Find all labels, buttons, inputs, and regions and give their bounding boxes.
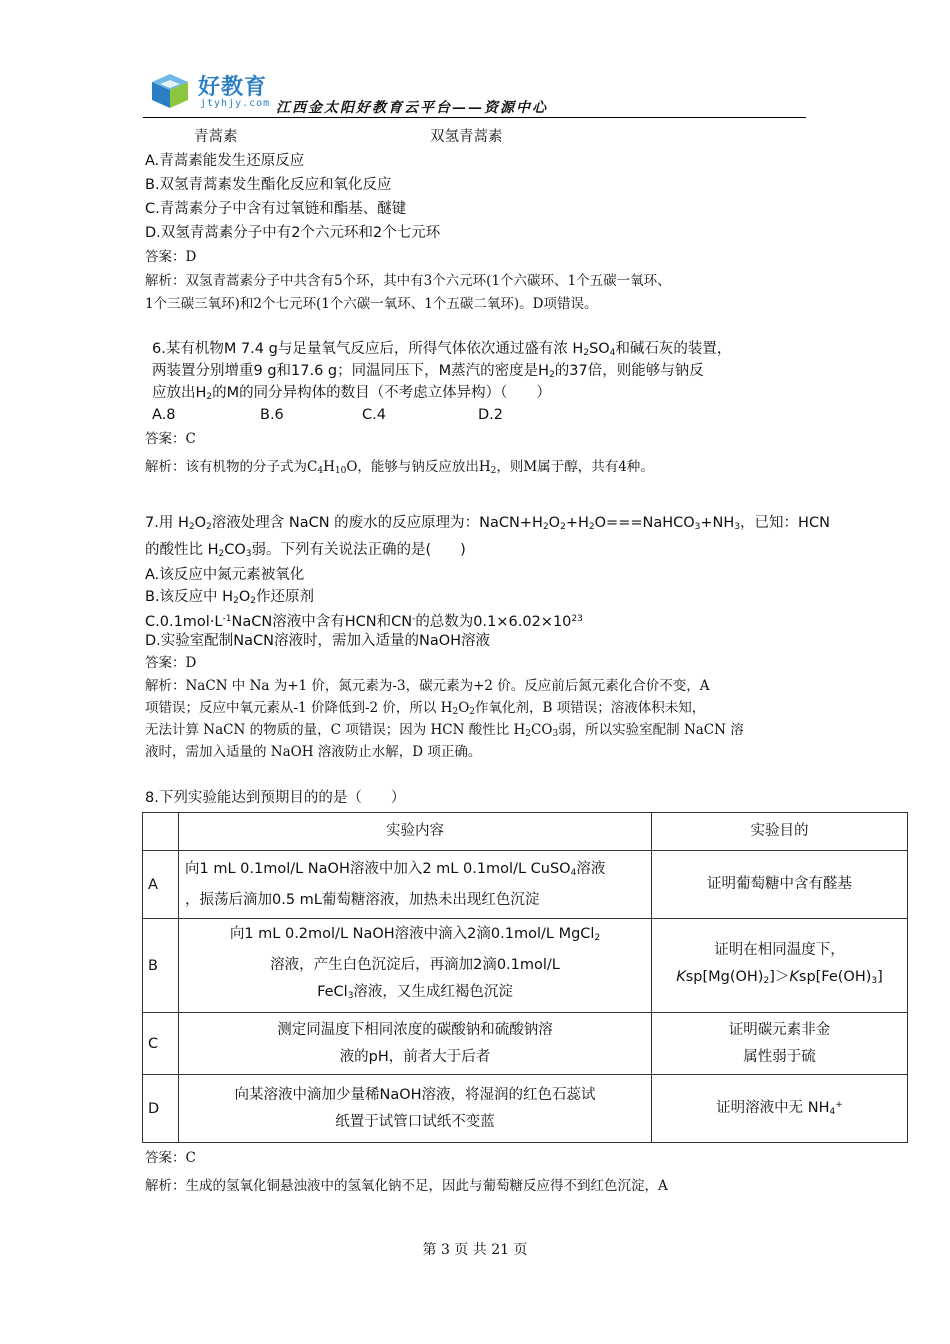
q5-option-a: A.青蒿素能发生还原反应 xyxy=(145,153,305,169)
q6-option-c: C.4 xyxy=(362,407,386,423)
table-row-d xyxy=(143,1075,908,1143)
table-row-a xyxy=(143,851,908,919)
q5-option-c: C.青蒿素分子中含有过氧链和酯基、醚键 xyxy=(145,201,407,217)
row-content: 向1 mL 0.1mol/L NaOH溶液中加入2 mL 0.1mol/L CuSO$_4$溶液 ，振荡后滴加0.5 mL葡萄糖溶液，加热未出现红色沉淀 xyxy=(179,851,652,919)
header-slogan: 江西金太阳好教育云平台——资源中心 xyxy=(276,100,548,116)
q6-analysis: 解析：该有机物的分子式为$C_4H_{10}O$，能够与钠反应放出$H_2$，则M属于醇，共有4种。 xyxy=(145,459,654,476)
row-content: 向某溶液中滴加少量稀NaOH溶液，将湿润的红色石蕊试 纸置于试管口试纸不变蓝 xyxy=(179,1075,652,1143)
row-purpose: 证明在相同温度下， $Ksp[Mg(OH)_2]>Ksp[Fe(OH)_3]$ xyxy=(652,919,908,1013)
row-content: 测定同温度下相同浓度的碳酸钠和硫酸钠溶 液的pH，前者大于后者 xyxy=(179,1013,652,1075)
table-row-b xyxy=(143,919,908,1013)
q5-option-d: D.双氢青蒿素分子中有2个六元环和2个七元环 xyxy=(145,225,441,241)
q7-option-c: $C.0.1mol\cdot L^{-1}NaCN$溶液中含有HCN和CN-的总数为$0.1\times 6.02\times 10^{23}$ xyxy=(145,614,583,630)
row-purpose: 证明碳元素非金 属性弱于硫 xyxy=(652,1013,908,1075)
caption-artemisinin: 青蒿素 xyxy=(194,129,238,145)
q5-answer: 答案：D xyxy=(145,249,197,265)
q7-analysis-line2: 项错误；反应中氧元素从-1 价降低到-2 价，所以 $H_2O_2$作氧化剂，B 项错误；溶液体积未知， xyxy=(145,700,706,717)
q7-analysis-line4: 液时，需加入适量的 NaOH 溶液防止水解，D 项正确。 xyxy=(145,744,482,760)
q7-option-b: B.该反应中 $H_2O_2$作还原剂 xyxy=(145,589,314,606)
page-footer: 第 3 页 共 21 页 xyxy=(422,1242,528,1258)
q7-option-d: D.实验室配制NaCN溶液时，需加入适量的NaOH溶液 xyxy=(145,633,491,649)
row-label: C xyxy=(143,1013,179,1075)
q7-answer: 答案：D xyxy=(145,655,197,671)
logo-text: 好教育 xyxy=(198,75,268,100)
caption-dihydroartemisinin: 双氢青蒿素 xyxy=(430,129,503,145)
row-content: 向1 mL 0.2mol/L NaOH溶液中滴入2滴0.1mol/L MgCl$_2$ 溶液，产生白色沉淀后，再滴加2滴0.1mol/L FeCl$_3$溶液，又生成红褐色沉淀 xyxy=(179,919,652,1013)
q8-stem: 8.下列实验能达到预期目的的是（ ） xyxy=(145,790,406,806)
table-header-row xyxy=(143,813,908,851)
q6-stem-line1: 6.某有机物M 7.4 g与足量氧气反应后，所得气体依次通过盛有浓 $H_2SO_4$和碱石灰的装置， xyxy=(152,341,732,358)
table-header-purpose: 实验目的 xyxy=(652,813,908,851)
row-purpose: 证明葡萄糖中含有醛基 xyxy=(652,851,908,919)
q7-stem-line1: 7.用 $H_2O_2$溶液处理含 NaCN 的废水的反应原理为：$NaCN+H_2O_2+H_2O===NaHCO_3+NH_3$，已知：HCN xyxy=(145,515,830,532)
row-label: D xyxy=(143,1075,179,1143)
q6-stem-line2: 两装置分别增重9 g和17.6 g；同温同压下，M蒸汽的密度是$H_2$的37倍，则能够与钠反 xyxy=(152,363,704,380)
q8-answer: 答案：C xyxy=(145,1150,196,1166)
q6-option-d: D.2 xyxy=(478,407,503,423)
q6-stem-line3: 应放出$H_2$的M的同分异构体的数目（不考虑立体异构）（ ） xyxy=(152,385,551,402)
q7-analysis-line1: 解析：NaCN 中 Na 为+1 价，氮元素为-3，碳元素为+2 价。反应前后氮元素化合价不变，A xyxy=(145,678,710,694)
table-header-content: 实验内容 xyxy=(179,813,652,851)
q6-option-b: B.6 xyxy=(260,407,284,423)
experiment-table xyxy=(142,812,908,1143)
row-label: A xyxy=(143,851,179,919)
header-divider xyxy=(143,117,806,118)
q8-analysis: 解析：生成的氢氧化铜悬浊液中的氢氧化钠不足，因此与葡萄糖反应得不到红色沉淀，A xyxy=(145,1178,668,1194)
q7-analysis-line3: 无法计算 NaCN 的物质的量，C 项错误；因为 HCN 酸性比 $H_2CO_3$弱，所以实验室配制 NaCN 溶 xyxy=(145,722,744,739)
q7-stem-line2: 的酸性比 $H_2CO_3$弱。下列有关说法正确的是( ) xyxy=(145,542,466,559)
q5-analysis-line2: 1个三碳三氧环)和2个七元环(1个六碳一氧环、1个五碳二氧环)。D项错误。 xyxy=(145,296,598,312)
q5-option-b: B.双氢青蒿素发生酯化反应和氧化反应 xyxy=(145,177,392,193)
q6-option-a: A.8 xyxy=(152,407,176,423)
q7-option-a: A.该反应中氮元素被氧化 xyxy=(145,567,305,583)
q5-analysis-line1: 解析：双氢青蒿素分子中共含有5个环，其中有3个六元环(1个六碳环、1个五碳一氧环、 xyxy=(145,273,671,289)
table-header-empty xyxy=(143,813,179,851)
q6-answer: 答案：C xyxy=(145,431,196,447)
row-purpose: 证明溶液中无 $NH_4^+$ xyxy=(652,1075,908,1143)
row-label: B xyxy=(143,919,179,1013)
table-row-c xyxy=(143,1013,908,1075)
logo-icon xyxy=(148,72,192,110)
logo-subtext: jtyhjy.com xyxy=(200,98,271,109)
